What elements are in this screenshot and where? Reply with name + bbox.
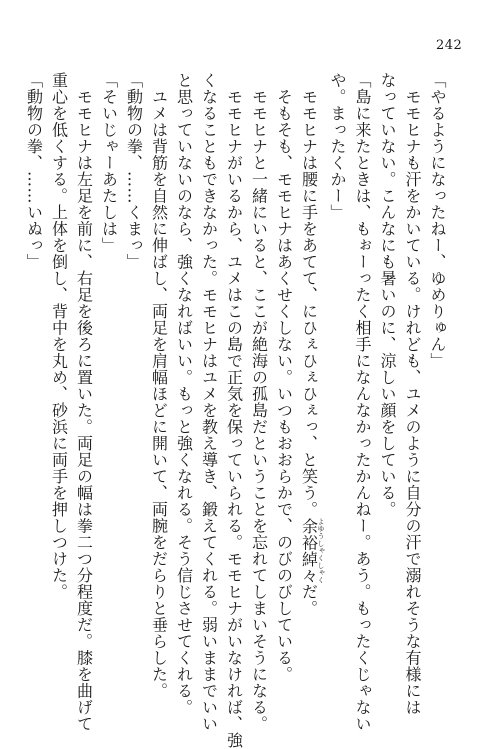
text-line: モモヒナは腰に手をあてて、にひぇひぇひぇっ、と笑う。 [299,72,319,518]
text-line: 「動物の拳、……いぬっ」 [24,72,44,270]
text-line: ユメは背筋を自然に伸ばし、両足を肩幅ほどに開いて、両腕をだらりと垂らした。 [149,72,169,699]
text-line: 「やるようになったねー、ゆめりゅん」 [428,72,447,369]
text-line: 「島に来たときは、もぉーったく相手になんなかったかんねー。あう。もったくじゃない [353,72,372,732]
text-line: と思っていないのなら、強くなればいい。もっと強くなれる。そう信じさせてくれる。 [174,72,194,716]
text-line: モモヒナと一緒にいると、ここが絶海の孤島だということを忘れてしまいそうになる。 [249,72,269,732]
text-line: なっていない。こんなにも暑いのに、涼しい顔をしている。 [378,72,397,518]
ruby-suffix: だ。 [299,583,319,617]
text-line: モモヒナも汗をかいている。けれども、ユメのように自分の汗で溺れそうな有様には [403,72,422,716]
body-text [24,72,450,749]
text-line: や。まったくかー」 [328,72,347,221]
ruby-base: 余裕綽々 [299,517,319,584]
ruby-annotation [299,517,325,584]
text-line: モモヒナがいるから、ユメはこの島で正気を保っていられる。モモヒナがいなければ、強 [224,72,244,749]
text-line: 重心を低くする。上体を倒し、背中を丸め、砂浜に両手を押しつけた。 [49,72,69,600]
text-line: モモヒナは左足を前に、右足を後ろに置いた。両足の幅は拳二つ分程度だ。膝を曲げて [74,72,94,732]
page-number: 242 [436,38,463,53]
text-line: 「そいじゃーあたしは」 [99,72,119,254]
text-line: 「動物の拳、……くまっ」 [124,72,144,270]
ruby-reading: よゆうしゃくしゃく [317,517,325,584]
text-line-with-ruby [297,72,326,672]
text-line: そもそも、モモヒナはあくせくしない。いつもおおらかで、のびのびしている。 [274,72,294,683]
text-line: くなることもできなかった。モモヒナはユメを教え導き、鍛えてくれる。弱いままでいい [199,72,219,732]
